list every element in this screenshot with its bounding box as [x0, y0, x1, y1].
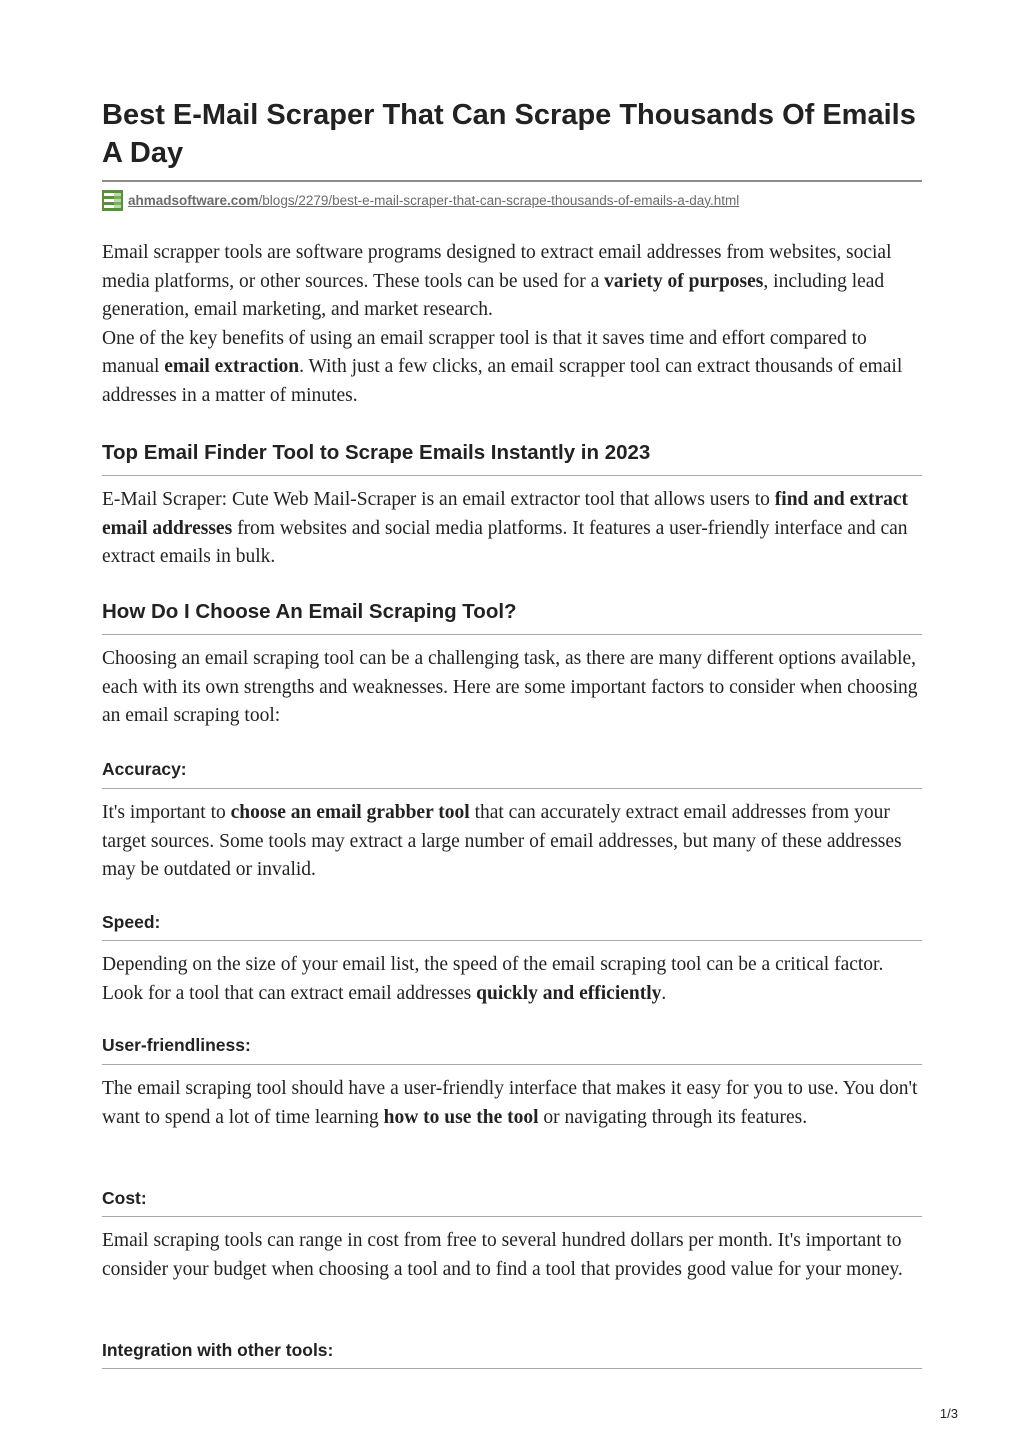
subheading-cost: Cost:: [102, 1188, 147, 1208]
subheading-speed: Speed:: [102, 912, 161, 932]
heading-divider: [102, 1368, 922, 1369]
intro-paragraph-2: One of the key benefits of using an email scrapper tool is that it saves time and effort compared to manual email extraction. With just a few clicks, an email scrapper tool can extract thousands of email addresses in a matter of minutes.: [102, 327, 903, 406]
heading-divider: [102, 475, 922, 476]
heading-divider: [102, 1064, 922, 1065]
section-choose-tool: [102, 645, 922, 731]
intro-paragraph-1: Email scrapper tools are software programs designed to extract email addresses from websites, social media platforms, or other sources. These tools can be used for a variety of purposes, including lead generation, email marketing, and market research.: [102, 242, 892, 320]
section-paragraph: Choosing an email scraping tool can be a challenging task, as there are many different options available, each with its own strengths and weaknesses. Here are some important factors to consider when choosing an email scraping tool:: [102, 648, 918, 726]
section-paragraph: E-Mail Scraper: Cute Web Mail-Scraper is an email extractor tool that allows users to find and extract email addresses from websites and social media platforms. It features a user-friendly interface and can extract emails in bulk.: [102, 489, 909, 567]
source-url-link[interactable]: [128, 193, 739, 208]
subheading-integration: Integration with other tools:: [102, 1340, 334, 1360]
section-paragraph: The email scraping tool should have a user-friendly interface that makes it easy for you to use. You don't want to spend a lot of time learning how to use the tool or navigating through its features.: [102, 1078, 918, 1128]
bold-phrase: quickly and efficiently: [476, 982, 662, 1004]
source-link-row: [102, 189, 739, 211]
section-speed: [102, 951, 922, 1008]
page-title: Best E-Mail Scraper That Can Scrape Thousands Of Emails A Day: [102, 99, 916, 169]
subheading-user-friendliness: User-friendliness:: [102, 1035, 251, 1055]
section-paragraph: Depending on the size of your email list, the speed of the email scraping tool can be a critical factor. Look for a tool that can extract email addresses quickly and efficiently.: [102, 954, 884, 1004]
section-cost: [102, 1227, 922, 1284]
heading-divider: [102, 1216, 922, 1217]
section-accuracy: [102, 799, 922, 885]
title-divider: [102, 180, 922, 182]
section-user-friendliness: [102, 1075, 922, 1132]
heading-divider: [102, 940, 922, 941]
bold-phrase: email extraction: [164, 356, 300, 377]
heading-divider: [102, 788, 922, 789]
page-number: 1/3: [939, 1406, 958, 1421]
section-heading-choose-tool: How Do I Choose An Email Scraping Tool?: [102, 600, 517, 623]
section-top-email-finder: [102, 486, 922, 572]
intro-section: [102, 239, 922, 410]
bold-phrase: choose an email grabber tool: [230, 802, 470, 823]
heading-divider: [102, 634, 922, 635]
bold-phrase: variety of purposes: [604, 270, 764, 292]
site-logo-icon: [102, 190, 123, 211]
bold-phrase: find and extract email addresses: [102, 489, 909, 539]
subheading-accuracy: Accuracy:: [102, 759, 187, 779]
section-paragraph: It's important to choose an email grabber tool that can accurately extract email addresses from your target sources. Some tools may extract a large number of email addresses, but many of these addresses may be outdated or invalid.: [102, 802, 902, 880]
source-domain: ahmadsoftware.com: [128, 192, 259, 208]
section-paragraph: Email scraping tools can range in cost from free to several hundred dollars per month. It's important to consider your budget when choosing a tool and to find a tool that provides good value for your money.: [102, 1230, 903, 1280]
section-heading-top-email-finder: Top Email Finder Tool to Scrape Emails Instantly in 2023: [102, 441, 651, 464]
source-path: /blogs/2279/best-e-mail-scraper-that-can-scrape-thousands-of-emails-a-day.html: [258, 192, 740, 208]
bold-phrase: how to use the tool: [383, 1106, 539, 1128]
